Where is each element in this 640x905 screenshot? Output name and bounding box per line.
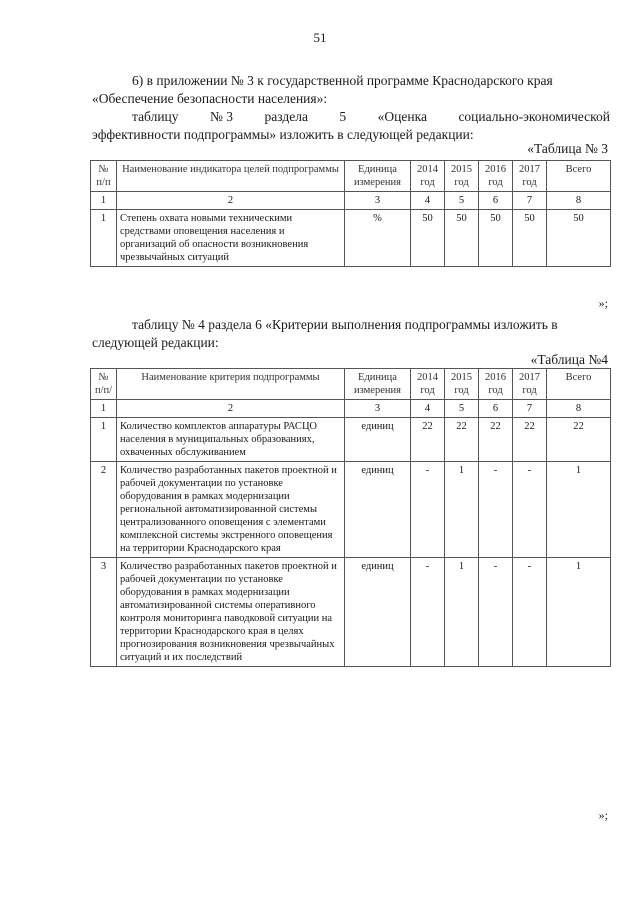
- table4-numbering-cell: 6: [479, 400, 513, 418]
- table-cell: 1: [445, 462, 479, 558]
- table4: [90, 368, 611, 667]
- table3-header-cell: Всего: [547, 161, 611, 192]
- table-cell: 2: [91, 462, 117, 558]
- table4-numbering-cell: 2: [117, 400, 345, 418]
- table-cell: 50: [479, 210, 513, 267]
- table-cell: -: [411, 558, 445, 667]
- table3-numbering-cell: 6: [479, 192, 513, 210]
- table-cell: -: [513, 462, 547, 558]
- table3-numbering-cell: 8: [547, 192, 611, 210]
- table-cell: единиц: [345, 418, 411, 462]
- intro-line-1: 6) в приложении № 3 к государственной программе Краснодарского края: [132, 73, 553, 88]
- table-cell: 50: [411, 210, 445, 267]
- table4-header-cell: Наименование критерия подпрограммы: [117, 369, 345, 400]
- table3-numbering-cell: 1: [91, 192, 117, 210]
- table4-numbering-cell: 5: [445, 400, 479, 418]
- table-cell: Количество разработанных пакетов проектной и рабочей документации по установке оборудования в рамках модернизации автоматизированной системы оперативного контроля мониторинга паводковой ситуации на территории Краснодарского края в целях прогнозирования возникновения чрезвычайных ситуаций и их последствий: [117, 558, 345, 667]
- intro-line-4: эффективности подпрограммы» изложить в следующей редакции:: [92, 127, 474, 142]
- table3-header-cell: Наименование индикатора целей подпрограммы: [117, 161, 345, 192]
- table3: [90, 160, 611, 267]
- intro-word: № 3: [210, 109, 234, 124]
- table-cell: 50: [513, 210, 547, 267]
- table3-header-cell: 2014 год: [411, 161, 445, 192]
- section4-paragraph: [92, 316, 610, 352]
- table3-numbering-row: [91, 192, 611, 210]
- table-row: [91, 418, 611, 462]
- table-row: [91, 462, 611, 558]
- table4-header-cell: 2017 год: [513, 369, 547, 400]
- page-number: 51: [313, 30, 327, 45]
- table-cell: %: [345, 210, 411, 267]
- table4-header-cell: 2016 год: [479, 369, 513, 400]
- table-cell: 1: [547, 462, 611, 558]
- table-cell: 3: [91, 558, 117, 667]
- table-cell: единиц: [345, 558, 411, 667]
- table3-numbering-cell: 7: [513, 192, 547, 210]
- table3-header-cell: Единица измерения: [345, 161, 411, 192]
- table3-header-cell: 2015 год: [445, 161, 479, 192]
- table3-numbering-cell: 5: [445, 192, 479, 210]
- intro-word: 5: [339, 109, 347, 124]
- intro-word: «Оценка: [377, 109, 427, 124]
- table-cell: 22: [445, 418, 479, 462]
- table4-header-cell: № п/п/: [91, 369, 117, 400]
- table4-header-row: [91, 369, 611, 400]
- table3-caption: «Таблица № 3: [527, 141, 608, 156]
- table-cell: 1: [547, 558, 611, 667]
- table-cell: единиц: [345, 462, 411, 558]
- table4-header-cell: Единица измерения: [345, 369, 411, 400]
- table-cell: 22: [513, 418, 547, 462]
- table-cell: 50: [445, 210, 479, 267]
- table4-numbering-cell: 3: [345, 400, 411, 418]
- table-cell: 1: [91, 210, 117, 267]
- table4-header-cell: 2015 год: [445, 369, 479, 400]
- section4-line-2: следующей редакции:: [92, 335, 219, 350]
- table3-numbering-cell: 3: [345, 192, 411, 210]
- table3-header-cell: 2016 год: [479, 161, 513, 192]
- table4-header-cell: Всего: [547, 369, 611, 400]
- table4-numbering-row: [91, 400, 611, 418]
- intro-word: социально-экономической: [458, 109, 610, 124]
- table-cell: 50: [547, 210, 611, 267]
- table-cell: 22: [411, 418, 445, 462]
- table3-header-row: [91, 161, 611, 192]
- table-cell: Степень охвата новыми техническими средствами оповещения населения и организаций об опасности возникновения чрезвычайных ситуаций: [117, 210, 345, 267]
- table-cell: 1: [91, 418, 117, 462]
- table4-caption: «Таблица №4: [530, 352, 608, 367]
- table-cell: -: [479, 462, 513, 558]
- table3-numbering-cell: 4: [411, 192, 445, 210]
- table3-header-cell: № п/п: [91, 161, 117, 192]
- table4-close-mark: »;: [598, 808, 608, 822]
- table-cell: Количество разработанных пакетов проектной и рабочей документации по установке оборудования в рамках модернизации региональной автоматизированной системы централизованного оповещения с элементами комплексной системы экстренного оповещения на территории Краснодарского края: [117, 462, 345, 558]
- table-cell: Количество комплектов аппаратуры РАСЦО населения в муниципальных образованиях, охваченных обслуживанием: [117, 418, 345, 462]
- intro-paragraph: [92, 72, 610, 144]
- table-cell: 22: [547, 418, 611, 462]
- table-row: [91, 558, 611, 667]
- table-cell: 1: [445, 558, 479, 667]
- table4-header-cell: 2014 год: [411, 369, 445, 400]
- table4-numbering-cell: 1: [91, 400, 117, 418]
- table3-numbering-cell: 2: [117, 192, 345, 210]
- table3-close-mark: »;: [598, 296, 608, 310]
- table-row: [91, 210, 611, 267]
- intro-line-2: «Обеспечение безопасности населения»:: [92, 91, 328, 106]
- section4-line-1: таблицу № 4 раздела 6 «Критерии выполнения подпрограммы изложить в: [132, 317, 558, 332]
- table4-numbering-cell: 8: [547, 400, 611, 418]
- table-cell: -: [411, 462, 445, 558]
- intro-line-3: [92, 108, 610, 126]
- table4-numbering-cell: 4: [411, 400, 445, 418]
- table3-header-cell: 2017 год: [513, 161, 547, 192]
- table-cell: 22: [479, 418, 513, 462]
- intro-word: раздела: [264, 109, 308, 124]
- table4-numbering-cell: 7: [513, 400, 547, 418]
- table-cell: -: [479, 558, 513, 667]
- table-cell: -: [513, 558, 547, 667]
- intro-word: таблицу: [132, 109, 179, 124]
